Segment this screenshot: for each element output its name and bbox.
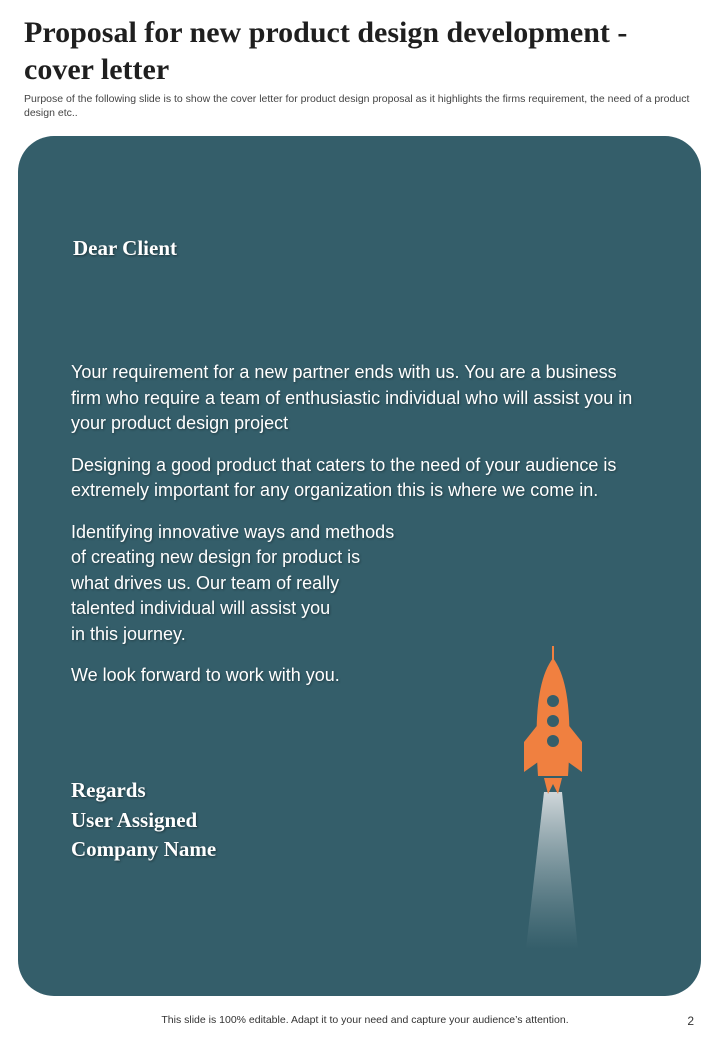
page-subtitle: Purpose of the following slide is to show the cover letter for product design proposal as it highlights the firms requirement, the need of a product design etc.. xyxy=(24,93,690,119)
footer-note: This slide is 100% editable. Adapt it to your need and capture your audience’s attention. xyxy=(161,1014,569,1026)
letter-paragraph: Your requirement for a new partner ends with us. You are a business firm who require a team of enthusiastic individual who will assist you in your product design project xyxy=(71,362,633,433)
signoff-name: User Assigned xyxy=(71,807,198,832)
signoff-regards: Regards xyxy=(71,778,146,802)
rocket-flame xyxy=(544,778,562,794)
page-number: 2 xyxy=(687,1014,694,1028)
rocket-window xyxy=(547,695,559,707)
letter-paragraph: in this journey. xyxy=(71,623,186,644)
letter-signoff xyxy=(71,776,216,865)
letter-paragraph: Designing a good product that caters to the need of your audience is extremely important for any organization this is where we come in. xyxy=(71,454,617,500)
letter-paragraph: Identifying innovative ways and methods of creating new design for product is what drives us. Our team of really talented individual will assist you xyxy=(71,521,395,618)
rocket-window xyxy=(547,715,559,727)
letter-paragraph: We look forward to work with you. xyxy=(71,665,340,685)
letter-salutation: Dear Client xyxy=(73,236,178,260)
page-title: Proposal for new product design development - cover letter xyxy=(24,16,628,86)
signoff-company: Company Name xyxy=(71,837,217,861)
cover-letter-card xyxy=(18,136,701,996)
rocket-trail xyxy=(526,792,578,949)
rocket-window xyxy=(547,735,559,747)
rocket-icon xyxy=(518,644,588,954)
